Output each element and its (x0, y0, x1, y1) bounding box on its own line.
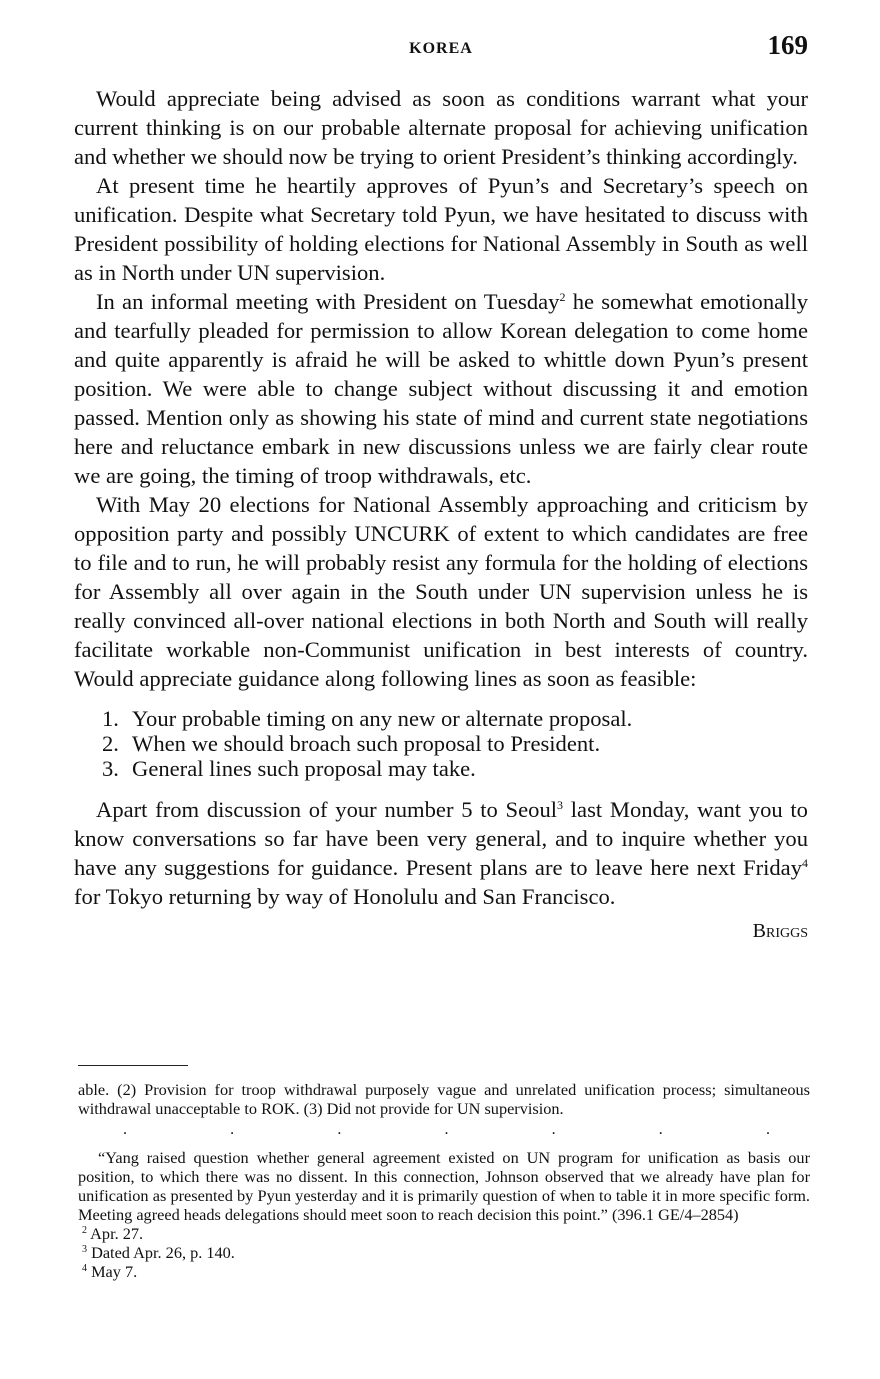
footnote-ref-4: 4 (802, 856, 808, 870)
footnote-divider (78, 1065, 188, 1066)
paragraph-3-text-b: he somewhat emotionally and tearfully pleaded for permission to allow Korean delegation to come home and quite apparently is afraid he will be asked to whittle down Pyun’s present position. We were able to change subject without discussing it and emotion passed. Mention only as showing his state of mind and current state negotiations here and reluctance embark in new discussions unless we are fairly clear route we are going, the timing of troop withdrawals, etc. (74, 289, 808, 488)
paragraph-1: Would appreciate being advised as soon as conditions warrant what your current thinking is on our probable alternate proposal for achieving unification and whether we should now be trying to orient President’s thinking accordingly. (74, 86, 808, 169)
list-item (102, 731, 808, 756)
list-item-number: 2. (102, 731, 119, 756)
footnote-ref-2: 2 (559, 290, 566, 304)
footnote-mark: 4 (82, 1263, 87, 1274)
list-item (102, 756, 808, 781)
paragraph-5 (74, 795, 808, 911)
ellipsis-divider: . . . . . . . (123, 1121, 770, 1138)
paragraph-3 (74, 287, 808, 490)
paragraph-3-text-a: In an informal meeting with President on Tuesday (96, 289, 560, 314)
footnote-text: May 7. (91, 1262, 138, 1281)
footnote-3 (82, 1243, 810, 1262)
page-header (74, 30, 808, 70)
footnote-2 (82, 1224, 810, 1243)
paragraph-5-text-b: last Monday, want you to know conversations so far have been very general, and to inquire whether you have any suggestions for guidance. Present plans are to leave here next Friday (74, 797, 808, 880)
list-item-number: 1. (102, 706, 119, 731)
body-text (74, 84, 808, 946)
paragraph-4: With May 20 elections for National Assembly approaching and criticism by opposition party and possibly UNCURK of extent to which candidates are free to file and to run, he will probably resist any formula for the holding of elections for Assembly all over again in the South under UN supervision unless he is really convinced all-over national elections in both North and South will really facilitate workable non-Communist unification in best interests of country. Would appreciate guidance along following lines as soon as feasible: (74, 492, 808, 691)
list-item (102, 706, 808, 731)
footnote-continued: able. (2) Provision for troop withdrawal purposely vague and unrelated unification process; simultaneous withdrawal unacceptable to ROK. (3) Did not provide for UN supervision. (78, 1080, 810, 1118)
list-item-text: Your probable timing on any new or alternate proposal. (132, 706, 633, 731)
paragraph-5-text-a: Apart from discussion of your number 5 to Seoul (96, 797, 558, 822)
list-item-text: General lines such proposal may take. (132, 756, 476, 781)
footnotes-section (78, 1080, 810, 1281)
footnote-text: Apr. 27. (90, 1224, 144, 1243)
list-item-text: When we should broach such proposal to President. (132, 731, 601, 756)
running-head: KOREA (409, 40, 473, 57)
footnote-mark: 2 (82, 1225, 87, 1236)
footnote-quote: “Yang raised question whether general agreement existed on UN program for unification as basis our position, to which there was no dissent. In this connection, Johnson observed that we already have plan for unification as presented by Pyun yesterday and it is primarily question of when to table it in more specific form. Meeting agreed heads delegations should meet soon to reach decision this point.” (396.1 GE/4–2854) (78, 1148, 810, 1224)
footnote-mark: 3 (82, 1244, 87, 1255)
list-item-number: 3. (102, 756, 119, 781)
paragraph-2: At present time he heartily approves of Pyun’s and Secretary’s speech on unification. Despite what Secretary told Pyun, we have hesitated to discuss with President possibility of holding elections for National Assembly in South as well as in North under UN supervision. (74, 173, 808, 285)
page-number: 169 (767, 30, 808, 60)
paragraph-5-text-c: for Tokyo returning by way of Honolulu and San Francisco. (74, 884, 616, 909)
footnote-text: Dated Apr. 26, p. 140. (91, 1243, 235, 1262)
signature: Briggs (752, 920, 808, 942)
footnote-ref-3: 3 (557, 798, 564, 812)
footnote-4 (82, 1262, 810, 1281)
guidance-list (102, 706, 808, 781)
